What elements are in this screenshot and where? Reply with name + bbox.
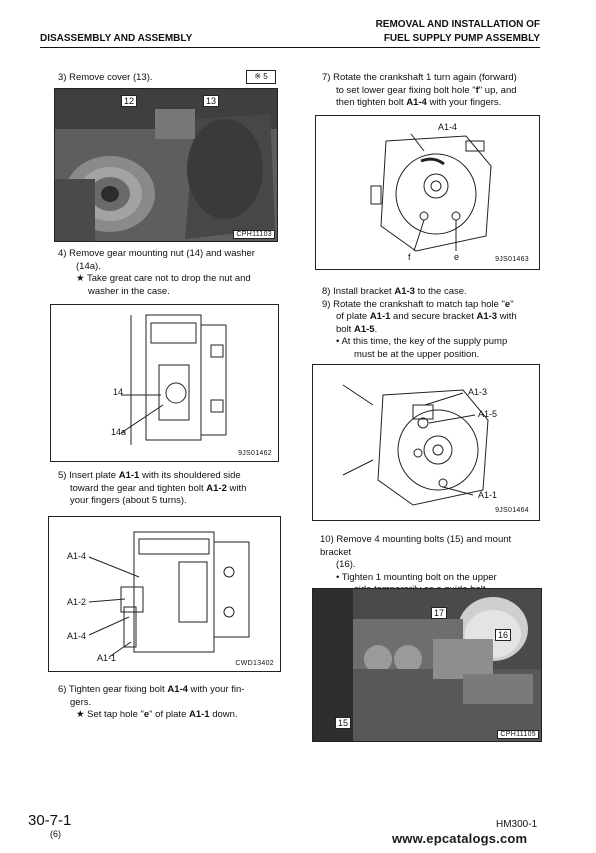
step-5-line1: 5) Insert plate A1-1 with its shouldered side (58, 470, 241, 481)
step-10-line1: 10) Remove 4 mounting bolts (15) and mount bracket (320, 534, 512, 558)
header-title-line1: REMOVAL AND INSTALLATION OF (375, 19, 540, 30)
fig5-caption: 9JS01464 (495, 507, 529, 514)
fig6-label-15: 15 (335, 717, 351, 729)
header-rule (40, 47, 540, 48)
figure-photo-bracket (312, 588, 542, 742)
part-A1-4: A1-4 (167, 684, 188, 695)
reference-mark: ※ 5 (246, 70, 276, 84)
step-6-note: ★ Set tap hole "e" of plate A1-1 down. (76, 709, 238, 720)
figure-photo-cover (54, 88, 278, 242)
figure-plate-install (48, 516, 281, 672)
step-9-line2: of plate A1-1 and secure bracket A1-3 with (336, 311, 517, 322)
part-A1-3: A1-3 (394, 286, 415, 297)
fig3-label-A1-1: A1-1 (97, 653, 117, 663)
step-6-line2: gers. (70, 696, 92, 708)
step-6 (58, 684, 280, 722)
photo-cover-illustration (55, 89, 277, 241)
part-A1-4: A1-4 (406, 97, 427, 108)
step-7 (322, 72, 544, 110)
fig4-caption: 9JS01463 (495, 256, 529, 263)
fig3-label-A1-4-top: A1-4 (67, 551, 87, 561)
part-A1-1: A1-1 (118, 470, 140, 481)
step-5-line2: toward the gear and tighten bolt A1-2 with (70, 482, 247, 494)
step-4 (58, 248, 280, 298)
bolt-hole-drawing (316, 116, 539, 269)
figure-bolt-hole-f (315, 115, 540, 270)
figure-gear-nut (50, 304, 279, 462)
figure-bracket (312, 364, 540, 521)
section-header-left: DISASSEMBLY AND ASSEMBLY (40, 33, 193, 44)
page-revision: (6) (50, 829, 61, 839)
part-A1-2: A1-2 (206, 482, 227, 494)
step-7-line1: 7) Rotate the crankshaft 1 turn again (forward) (322, 72, 517, 83)
step-8-9 (322, 286, 544, 361)
fig5-label-A1-3: A1-3 (468, 387, 488, 397)
step-7-line2: to set lower gear fixing bolt hole "f" up, and (336, 84, 517, 96)
fig2-label-14: 14 (113, 387, 124, 397)
step-7-line3: then tighten bolt A1-4 with your fingers. (336, 97, 502, 108)
section-header-right (376, 18, 540, 46)
fig6-label-16: 16 (495, 629, 511, 641)
model-number: HM300-1 (496, 819, 538, 830)
step-4-line2: (14a). (76, 260, 101, 272)
fig3-caption: CWD13402 (235, 660, 274, 667)
step-9-note2: must be at the upper position. (354, 348, 480, 360)
step-9-line3: bolt A1-5. (336, 323, 378, 335)
fig1-label-13: 13 (203, 95, 219, 107)
step-3-text: 3) Remove cover (13). (58, 72, 153, 83)
fig6-label-17: 17 (431, 607, 447, 619)
fig2-label-14a: 14a (111, 427, 127, 437)
step-6-line1: 6) Tighten gear fixing bolt A1-4 with your fin- (58, 684, 245, 695)
step-10-note1: • Tighten 1 mounting bolt on the upper (336, 571, 497, 583)
fig4-label-A1-4: A1-4 (438, 122, 458, 132)
page-number: 30-7-1 (28, 812, 72, 829)
step-9-note1: • At this time, the key of the supply pump (336, 336, 508, 347)
step-10-line2: (16). (336, 559, 356, 570)
step-4-note1: ★ Take great care not to drop the nut and (76, 273, 251, 284)
header-title-line2: FUEL SUPPLY PUMP ASSEMBLY (383, 33, 540, 44)
step-4-line1: 4) Remove gear mounting nut (14) and washer (58, 248, 255, 259)
fig3-label-A1-4-bottom: A1-4 (67, 631, 87, 641)
step-8-line: 8) Install bracket A1-3 to the case. (322, 286, 467, 297)
step-9-line1: 9) Rotate the crankshaft to match tap hole "e" (322, 298, 514, 310)
step-5-line3: your fingers (about 5 turns). (70, 495, 187, 506)
fig5-label-A1-5: A1-5 (478, 409, 498, 419)
fig1-label-12: 12 (121, 95, 137, 107)
gear-nut-drawing (51, 305, 278, 461)
step-4-note2: washer in the case. (88, 285, 170, 297)
fig3-label-A1-2: A1-2 (67, 597, 87, 607)
watermark-url: www.epcatalogs.com (392, 831, 528, 846)
fig1-caption: CPH11103 (233, 230, 275, 239)
fig5-label-A1-1: A1-1 (478, 490, 498, 500)
fig4-label-e: e (454, 252, 460, 262)
step-5 (58, 470, 280, 508)
fig2-caption: 9JS01462 (238, 450, 272, 457)
fig4-label-f: f (408, 252, 411, 262)
plate-install-drawing (49, 517, 280, 671)
bracket-drawing (313, 365, 539, 520)
fig6-caption: CPH11105 (497, 730, 539, 739)
